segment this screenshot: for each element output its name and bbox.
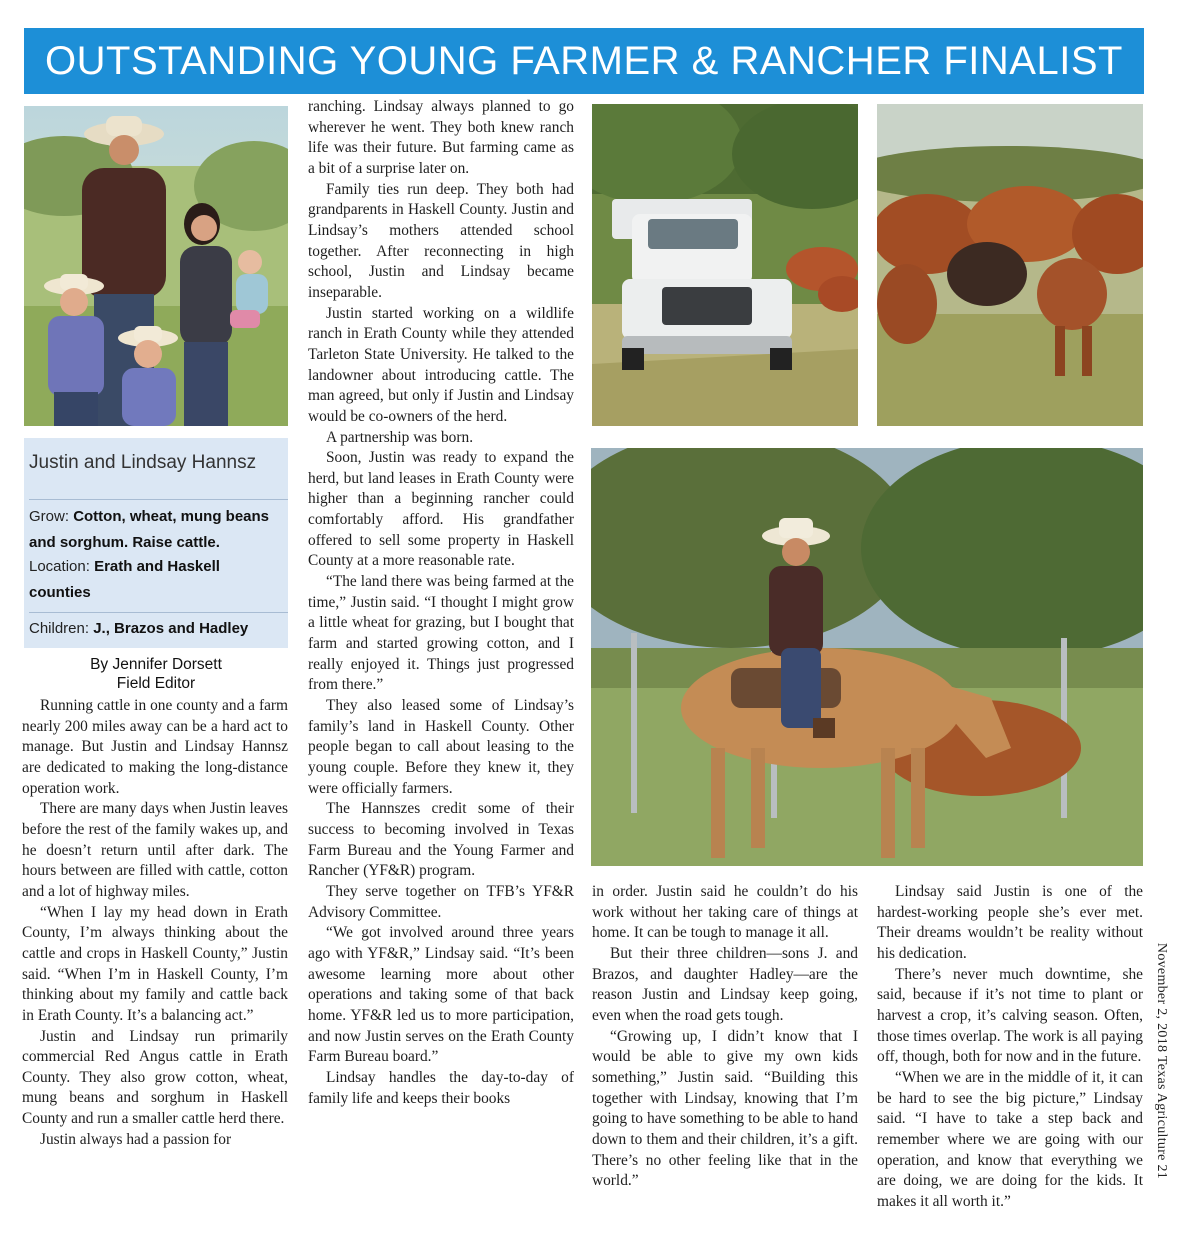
- paragraph: Justin started working on a wildlife ranch in Erath County while they attended Tarleton State University. He talked to the landowner about introducing cattle. The man agreed, but only if Justin and Lindsay would be co-owners of the herd.: [308, 304, 574, 425]
- paragraph: “The land there was being farmed at the time,” Justin said. “I thought I might grow a little wheat for grazing, but I bought that farm and started growing cotton, and I really enjoyed it. Things just progressed from there.”: [308, 573, 574, 694]
- fact-divider: [29, 612, 288, 613]
- truck-photo: [592, 104, 858, 426]
- horseback-rancher-photo: [591, 448, 1143, 866]
- page-title: OUTSTANDING YOUNG FARMER & RANCHER FINALIST: [45, 39, 1123, 83]
- paragraph: Justin and Lindsay run primarily commercial Red Angus cattle in Erath County. They also grow cotton, wheat, mung beans and sorghum in Haskell County and run a smaller cattle herd there.: [22, 1027, 288, 1128]
- paragraph: Family ties run deep. They both had grandparents in Haskell County. Justin and Lindsay’s mothers attended school together. After reconnecting in high school, Justin and Lindsay became inseparable.: [308, 180, 574, 301]
- paragraph: There are many days when Justin leaves before the rest of the family wakes up, and he doesn’t return until after dark. The hours between are filled with cattle, cotton and a lot of highway miles.: [22, 800, 288, 900]
- paragraph: in order. Justin said he couldn’t do his work without her taking care of things at home. It can be tough to manage it all.: [592, 883, 858, 942]
- location-value-line1: Erath and Haskell: [94, 558, 220, 575]
- children-value: J., Brazos and Hadley: [93, 620, 249, 637]
- paragraph: ranching. Lindsay always planned to go wherever he went. They both knew ranch life was their future. But farming came as a bit of a surprise later on.: [308, 98, 574, 177]
- page-folio: [1152, 886, 1170, 1236]
- paragraph: Running cattle in one county and a farm nearly 200 miles away can be a hard act to manage. But Justin and Lindsay Hannsz are dedicated to making the long-distance operation work.: [22, 697, 288, 797]
- author-role: Field Editor: [116, 675, 196, 692]
- paragraph: Justin always had a passion for: [40, 1130, 232, 1148]
- children-row: [29, 616, 283, 642]
- paragraph: “Growing up, I didn’t know that I would be able to give my own kids something,” Justin said. “Building this together with Lindsay, knowing that I’m going to have something to be able to hand down to them and their children, it’s a gift. There’s no other feeling like that in the world.”: [592, 1027, 858, 1190]
- article-column-4: [877, 882, 1143, 1213]
- location-value-line2: counties: [29, 584, 91, 601]
- children-label: Children:: [29, 620, 90, 637]
- paragraph: There’s never much downtime, she said, because if it’s not time to plant or harvest a crop, it’s calving season. Often, those times overlap. The work is all paying off, though, both for now and in the future.: [877, 965, 1143, 1066]
- article-column-2: [308, 97, 574, 1109]
- article-column-3: [592, 882, 858, 1192]
- article-column-1: [22, 696, 288, 1150]
- fact-box: [24, 438, 288, 648]
- paragraph: “When we are in the middle of it, it can be hard to see the big picture,” Lindsay said. “I have to take a step back and remember where we are going with our operation, and know that everything we are doing, we are doing for the kids. It makes it all worth it.”: [877, 1068, 1143, 1210]
- paragraph: “We got involved around three years ago with YF&R,” Lindsay said. “It’s been awesome learning more about other operations and taking some of that back home. YF&R led us to more participation, and now Justin serves on the Erath County Farm Bureau board.”: [308, 924, 574, 1066]
- paragraph: They also leased some of Lindsay’s family’s land in Haskell County. Other people began to call about leasing to the young couple. Before they knew it, they were officially farmers.: [308, 697, 574, 797]
- paragraph: Lindsay handles the day-to-day of family life and keeps their books: [308, 1068, 574, 1107]
- author-name: By Jennifer Dorsett: [90, 656, 222, 673]
- paragraph: But their three children—sons J. and Brazos, and daughter Hadley—are the reason Justin and Lindsay keep going, even when the road gets tough.: [592, 944, 858, 1024]
- grow-label: Grow:: [29, 508, 70, 525]
- cattle-herd-photo: [877, 104, 1143, 426]
- folio-text: November 2, 2018 Texas Agriculture 21: [1154, 942, 1169, 1180]
- family-photo: [24, 106, 288, 426]
- farmer-names: Justin and Lindsay Hannsz: [29, 452, 257, 473]
- paragraph: Lindsay said Justin is one of the hardest-working people she’s ever met. Their dreams wouldn’t be reality without his dedication.: [877, 883, 1143, 962]
- paragraph: “When I lay my head down in Erath County, I’m always thinking about the cattle and crops in Haskell County,” Justin said. “When I’m in Haskell County, I’m thinking about my family and cattle back in Erath County. It’s a balancing act.”: [22, 903, 288, 1024]
- location-label: Location:: [29, 558, 90, 575]
- grow-row: [29, 504, 283, 556]
- fact-divider: [29, 499, 288, 500]
- paragraph: They serve together on TFB’s YF&R Advisory Committee.: [308, 882, 574, 921]
- grow-value-line2: and sorghum. Raise cattle.: [29, 534, 220, 551]
- paragraph: A partnership was born.: [326, 428, 474, 446]
- byline: [24, 655, 288, 693]
- paragraph: Soon, Justin was ready to expand the herd, but land leases in Erath County were higher than a beginning rancher could comfortably afford. His grandfather offered to sell some property in Haskell County at a more reasonable rate.: [308, 449, 574, 570]
- location-row: [29, 554, 283, 606]
- title-banner: [24, 28, 1144, 94]
- grow-value-line1: Cotton, wheat, mung beans: [73, 508, 270, 525]
- paragraph: The Hannszes credit some of their success to becoming involved in Texas Farm Bureau and the Young Farmer and Rancher (YF&R) program.: [308, 800, 574, 880]
